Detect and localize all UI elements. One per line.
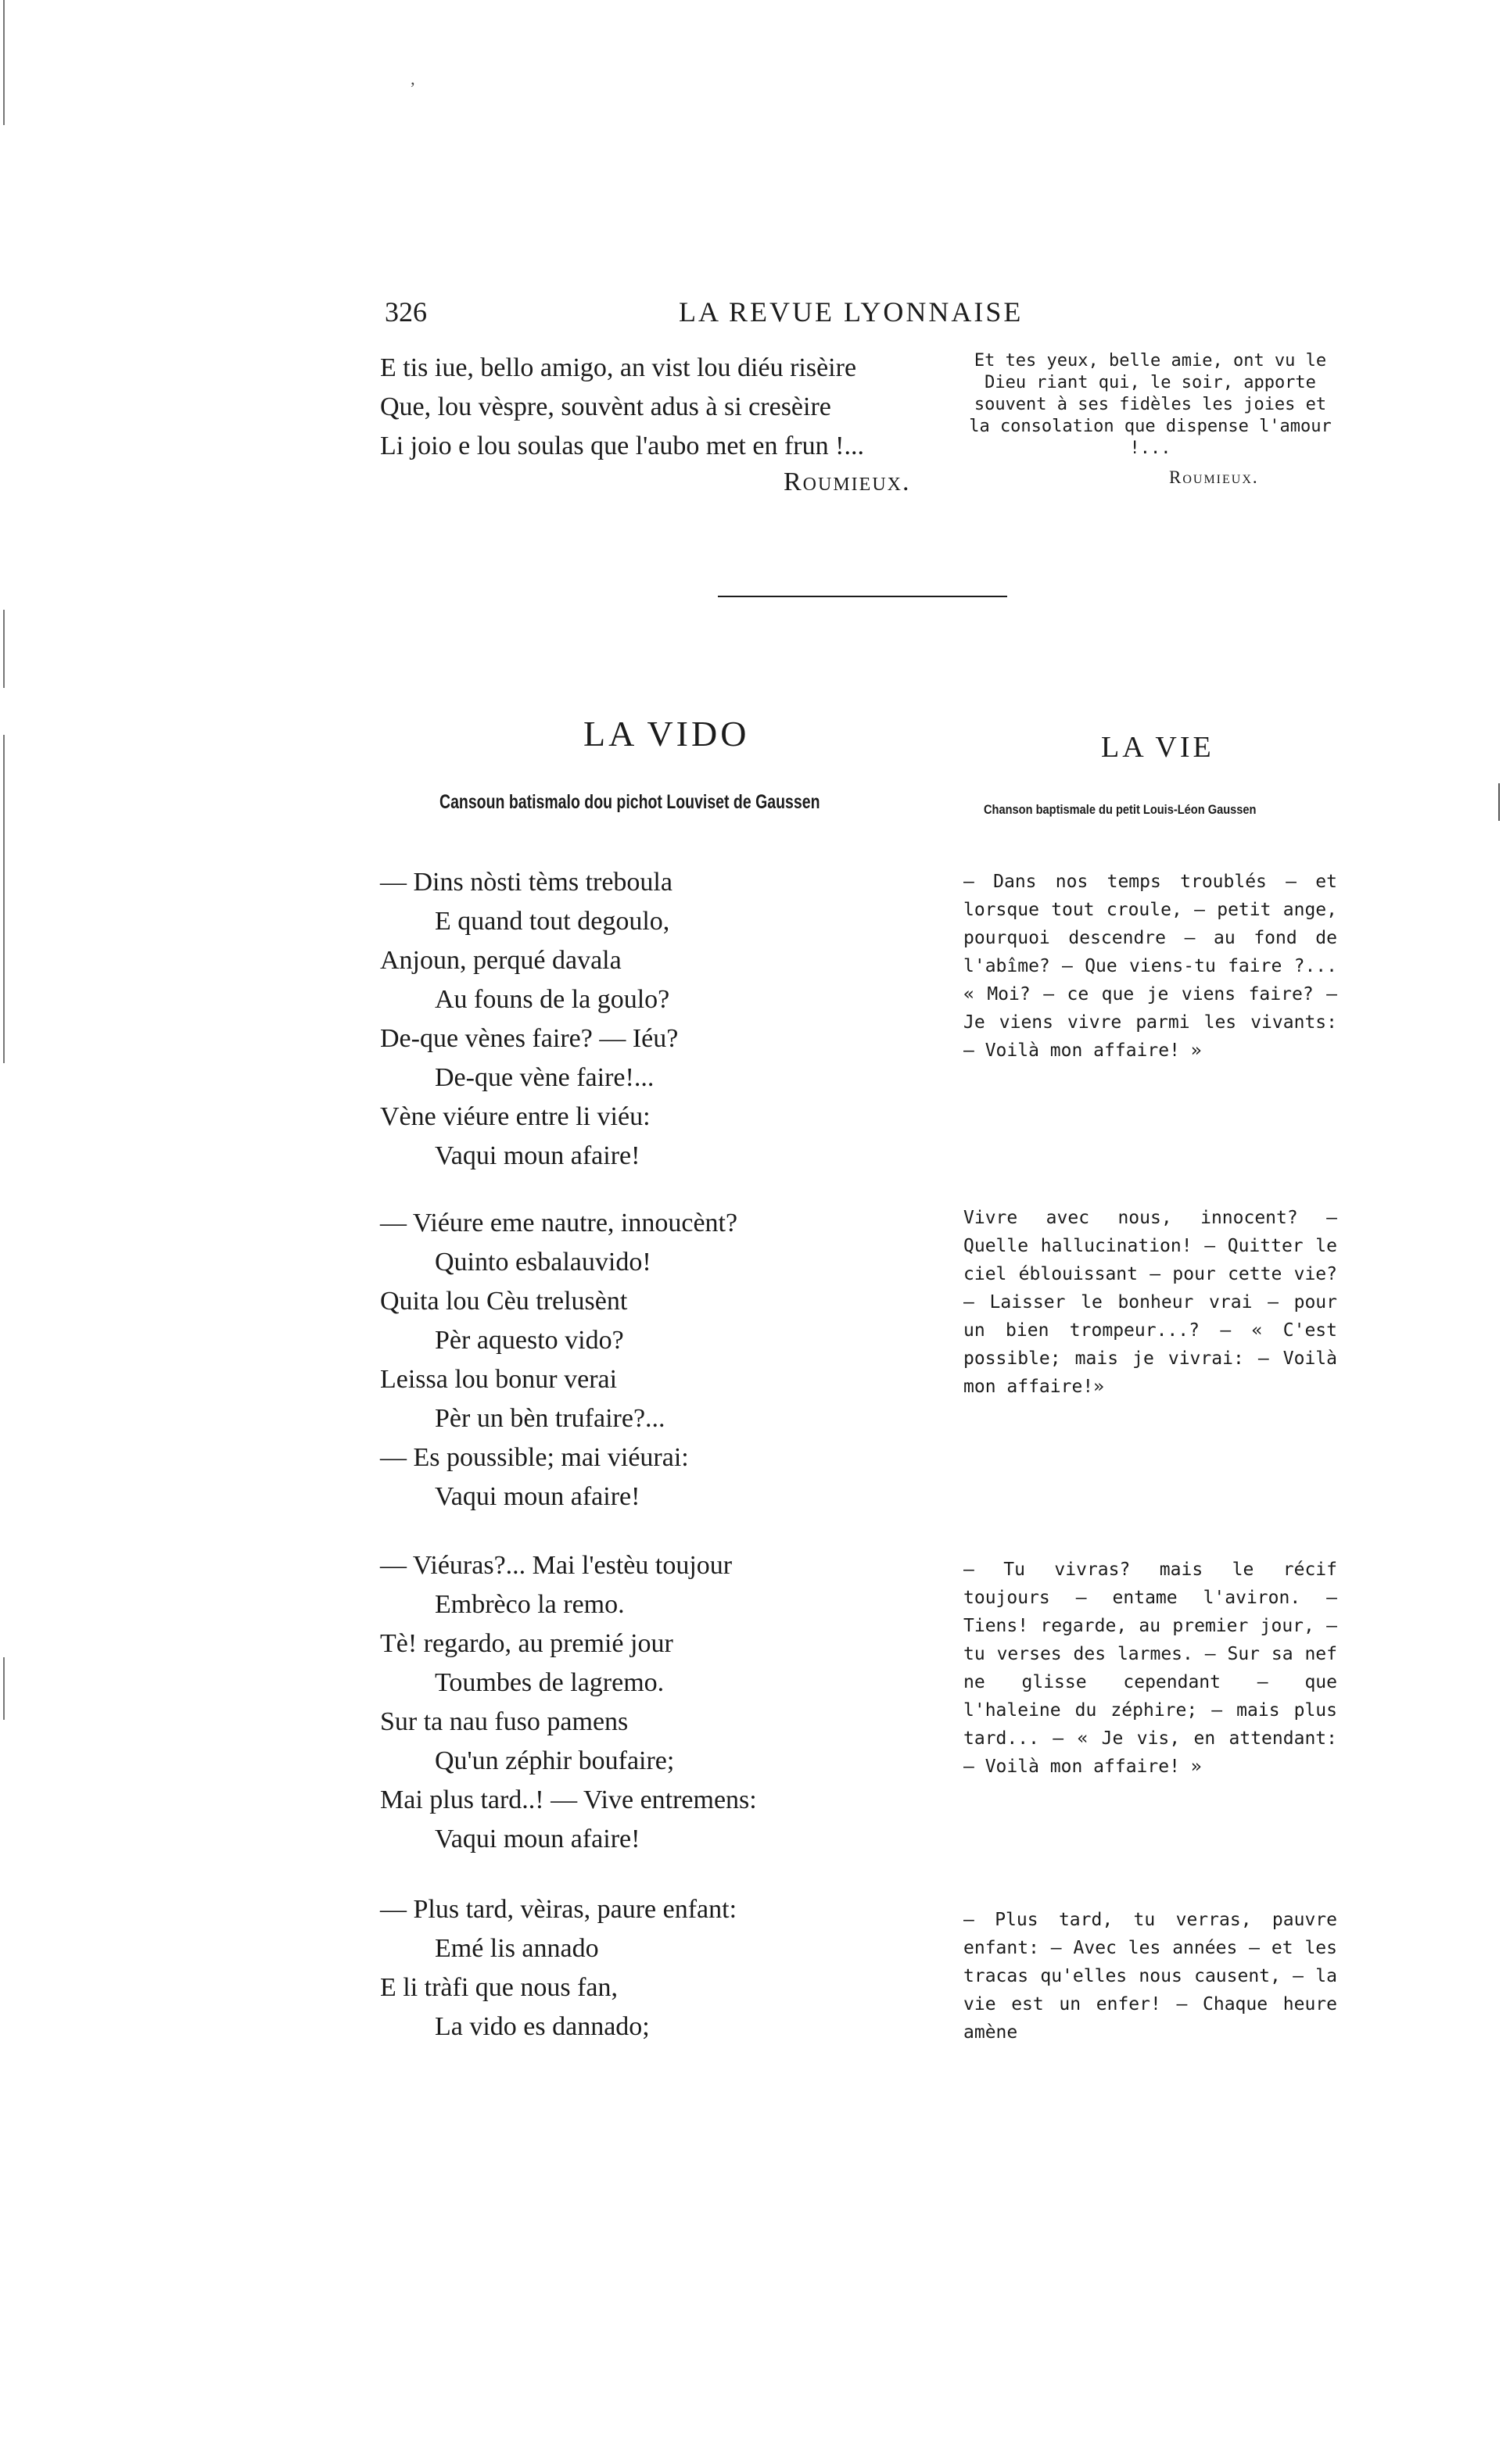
translation-text: Et tes yeux, belle amie, ont vu le Dieu riant qui, le soir, apporte souvent à ses fidèles les joies et la consolation que dispense l'amour !... [969, 351, 1332, 458]
verse-line: Pèr un bèn trufaire?... [435, 1404, 665, 1433]
verse-line: Li joio e lou soulas que l'aubo met en frun !... [380, 432, 864, 460]
poem-title: LA VIDO [583, 714, 750, 754]
verse-line: Emé lis annado [435, 1934, 599, 1963]
verse-line: Leissa lou bonur verai [380, 1365, 618, 1394]
verse-line: Quinto esbalauvido! [435, 1248, 651, 1277]
stanza-4-translation [963, 1906, 1337, 2047]
running-head: LA REVUE LYONNAISE [679, 296, 1024, 328]
margin-line [3, 0, 5, 125]
poem-subtitle: Cansoun batismalo dou pichot Louviset de Gaussen [439, 791, 820, 813]
verse-line: E quand tout degoulo, [435, 907, 670, 936]
verse-line: Embrèco la remo. [435, 1590, 625, 1619]
verse-line: Sur ta nau fuso pamens [380, 1707, 629, 1736]
verse-line: — Dins nòsti tèms treboula [380, 868, 673, 897]
verse-line: Tè! regardo, au premié jour [380, 1629, 673, 1658]
verse-line: — Plus tard, vèiras, paure enfant: [380, 1895, 737, 1924]
verse-line: Mai plus tard..! — Vive entremens: [380, 1785, 757, 1814]
translation-text: — Plus tard, tu verras, pauvre enfant: — Avec les années — et les tracas qu'elles nous causent, — la vie est un enfer! — Chaque heure amène [963, 1910, 1337, 2043]
verse-line: Quita lou Cèu trelusènt [380, 1287, 628, 1316]
verse-line: Pèr aquesto vido? [435, 1326, 624, 1355]
translation-text: Vivre avec nous, innocent? — Quelle hallucination! — Quitter le ciel éblouissant — pour cette vie? — Laisser le bonheur vrai — pour un bien trompeur...? — « C'est possible; mais je vivrai: — Voilà mon affaire!» [963, 1208, 1337, 1397]
margin-line [3, 610, 5, 688]
intro-translation [963, 350, 1337, 460]
stanza-2 [380, 1204, 737, 1517]
verse-line: De-que vènes faire? — Iéu? [380, 1024, 679, 1053]
verse-line: Au founs de la goulo? [435, 985, 670, 1014]
signature-right: Roumieux. [1169, 467, 1259, 487]
verse-line: Vaqui moun afaire! [435, 1482, 640, 1511]
verse-line: Qu'un zéphir boufaire; [435, 1746, 675, 1775]
stanza-3-translation [963, 1556, 1337, 1781]
stanza-2-translation [963, 1204, 1337, 1401]
page-edge-mark [1498, 783, 1500, 821]
verse-line: — Viéuras?... Mai l'estèu toujour [380, 1551, 733, 1580]
verse-line: — Viéure eme nautre, innoucènt? [380, 1209, 738, 1237]
margin-line [3, 1657, 5, 1720]
margin-line [3, 735, 5, 1063]
poem-title-french: LA VIE [1101, 731, 1214, 764]
poem-subtitle-french: Chanson baptismale du petit Louis-Léon Gaussen [984, 802, 1257, 817]
verse-line: Vaqui moun afaire! [435, 1825, 640, 1853]
verse-line: Vène viéure entre li viéu: [380, 1102, 651, 1131]
separator-rule [718, 596, 1007, 597]
verse-line: Anjoun, perqué davala [380, 946, 622, 975]
verse-line: E li tràfi que nous fan, [380, 1973, 619, 2002]
stanza-4 [380, 1890, 737, 2047]
page-number: 326 [385, 296, 427, 328]
stanza-3 [380, 1546, 757, 1859]
verse-line: Toumbes de lagremo. [435, 1668, 665, 1697]
verse-line: Que, lou vèspre, souvènt adus à si cresèire [380, 392, 831, 421]
signature-left: Roumieux. [784, 467, 911, 496]
translation-text: — Tu vivras? mais le récif toujours — entame l'aviron. — Tiens! regarde, au premier jour, — tu verses des larmes. — Sur sa nef ne glisse cependant — que l'haleine du zéphire; — mais plus tard... — « Je vis, en attendant: — Voilà mon affaire! » [963, 1560, 1337, 1777]
intro-verse [380, 349, 864, 466]
scan-mark: ’ [410, 78, 416, 98]
verse-line: De-que vène faire!... [435, 1063, 655, 1092]
verse-line: E tis iue, bello amigo, an vist lou diéu risèire [380, 353, 857, 382]
verse-line: Vaqui moun afaire! [435, 1141, 640, 1170]
verse-line: La vido es dannado; [435, 2012, 650, 2041]
stanza-1-translation [963, 868, 1337, 1065]
verse-line: — Es poussible; mai viéurai: [380, 1443, 689, 1472]
translation-text: — Dans nos temps troublés — et lorsque tout croule, — petit ange, pourquoi descendre — au fond de l'abîme? — Que viens-tu faire ?... « Moi? — ce que je viens faire? — Je viens vivre parmi les vivants: — Voilà mon affaire! » [963, 872, 1337, 1061]
stanza-1 [380, 863, 678, 1176]
